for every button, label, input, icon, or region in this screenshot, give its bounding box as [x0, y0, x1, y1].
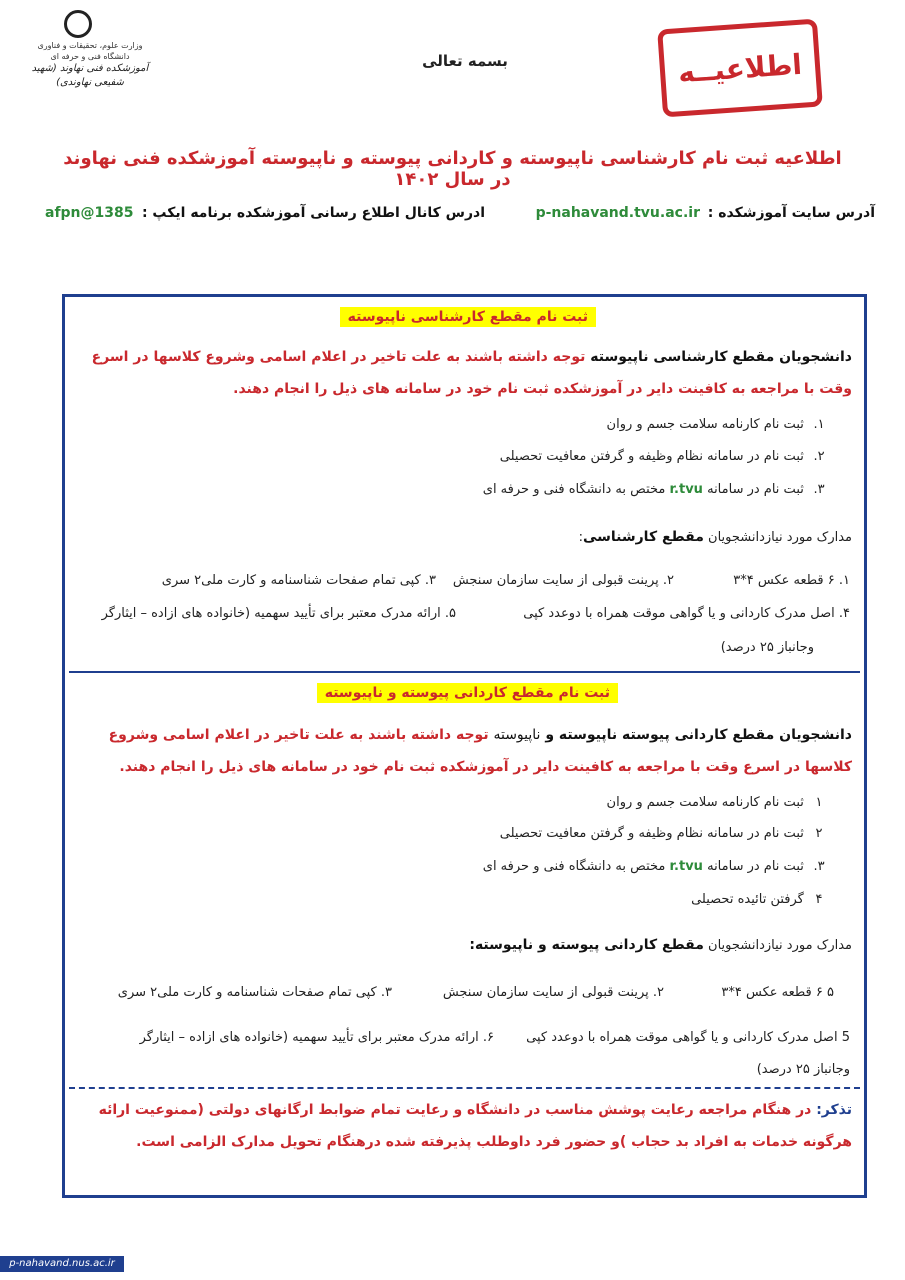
associate-doc-5: ۶. ارائه مدرک معتبر برای تأیید سهمیه (خانواده های ازاده – ایثارگر: [139, 1030, 494, 1045]
note-block: [75, 1094, 852, 1158]
site-url-link[interactable]: p-nahavand.tvu.ac.ir: [535, 205, 700, 221]
logo-line-school: آموزشکده فنی نهاوند (شهید شفیعی نهاوندی): [31, 63, 149, 88]
docs-label-b: مقطع کاردانی پیوسته و ناپیوسته:: [469, 937, 704, 953]
associate-doc-1: ۵ ۶ قطعه عکس ۴*۳: [721, 985, 834, 1000]
step-number: ۳.: [813, 482, 825, 497]
step-text: گرفتن تائیده تحصیلی: [691, 892, 804, 907]
logo-line-ministry: وزارت علوم، تحقیقات و فناوری: [37, 41, 143, 50]
footer-url[interactable]: p-nahavand.nus.ac.ir: [9, 1258, 115, 1269]
note-label: تذکر:: [816, 1102, 852, 1118]
bachelor-intro-c: توجه داشته باشند به علت تاخیر در اعلام اسامی وشروع کلاسها در اسرع وقت با مراجعه به کافینت دایر در آموزشکده ثبت نام خود در سامانه های ذیل را انجام دهند.: [91, 349, 852, 397]
institute-logo: [20, 10, 160, 110]
step-number: ۲: [815, 826, 823, 841]
bachelor-step-3: [483, 482, 830, 497]
note-text: در هنگام مراجعه رعایت پوشش مناسب در دانشگاه و رعایت تمام ضوابط ارگانهای دولتی (ممنوعیت ارائه هرگونه خدمات به افراد بد حجاب )و حضور فرد داوطلب پذیرفته شده درهنگام تحویل مدارک الزامی است.: [98, 1102, 852, 1150]
step-number: ۴: [815, 892, 823, 907]
associate-step-3: [483, 859, 830, 874]
basmala: بسمه تعالی: [422, 52, 508, 70]
docs-label-c: :: [578, 530, 583, 545]
associate-intro-d: ناپیوسته: [493, 727, 541, 743]
content-frame: [62, 294, 867, 1198]
note-divider: [69, 1087, 860, 1089]
step-text: ثبت نام در سامانه نظام وظیفه و گرفتن معافیت تحصیلی: [499, 449, 804, 464]
associate-intro-e: توجه داشته باشند به علت تاخیر در اعلام اسامی وشروع کلاسها در اسرع وقت با مراجعه به کافینت دایر در آموزشکده ثبت نام خود در سامانه های ذیل را انجام دهند.: [108, 727, 852, 775]
stamp-text: اطلاعیــه: [677, 47, 803, 89]
associate-intro-b: مقطع کاردانی پیوسته ناپیوسته: [558, 727, 775, 743]
bachelor-intro: [75, 341, 852, 405]
site-label: آدرس سایت آموزشکده :: [707, 205, 875, 221]
associate-doc-4: 5 اصل مدرک کاردانی و یا گواهی موقت همراه با دوعدد کپی: [526, 1030, 850, 1045]
associate-doc-3: ۳. کپی تمام صفحات شناسنامه و کارت ملی۲ سری: [117, 985, 392, 1000]
rtvu-link[interactable]: r.tvu: [669, 859, 703, 874]
channel-id: afpn@1385: [45, 205, 134, 221]
bachelor-doc-2: ۲. پرینت قبولی از سایت سازمان سنجش: [452, 573, 674, 588]
bachelor-step-1: [607, 417, 830, 432]
step-text-a: ثبت نام در سامانه: [707, 482, 804, 497]
step-text-a: ثبت نام در سامانه: [707, 859, 804, 874]
step-text-b: مختص به دانشگاه فنی و حرفه ای: [482, 482, 666, 497]
bachelor-section-title: ثبت نام مقطع کارشناسی ناپیوسته: [340, 307, 596, 327]
step-number: ۳.: [813, 859, 825, 874]
bachelor-doc-5: ۵. ارائه مدرک معتبر برای تأیید سهمیه (خانواده های ازاده – ایثارگر: [101, 606, 456, 621]
docs-label-b: مقطع کارشناسی: [582, 529, 704, 545]
associate-intro: [75, 719, 852, 783]
step-number: ۱.: [813, 417, 825, 432]
bachelor-doc-1: ۱. ۶ قطعه عکس ۴*۳: [733, 573, 850, 588]
address-row: [45, 205, 875, 229]
step-text: ثبت نام در سامانه نظام وظیفه و گرفتن معافیت تحصیلی: [499, 826, 804, 841]
associate-step-4: [691, 892, 830, 907]
bachelor-doc-4: ۴. اصل مدرک کاردانی و یا گواهی موقت همراه با دوعدد کپی: [523, 606, 850, 621]
associate-doc-6: وجانباز ۲۵ درصد): [756, 1062, 850, 1077]
bachelor-doc-6: وجانباز ۲۵ درصد): [720, 640, 814, 655]
page-title: اطلاعیه ثبت نام کارشناسی ناپیوسته و کاردانی پیوسته و ناپیوسته آموزشکده فنی نهاوند در سال ۱۴۰۲: [63, 148, 842, 190]
associate-step-1: [607, 795, 830, 810]
rtvu-link[interactable]: r.tvu: [669, 482, 703, 497]
announcement-stamp: [657, 19, 823, 118]
channel-label: ادرس کانال اطلاع رسانی آموزشکده برنامه ایکپ :: [141, 205, 485, 221]
logo-emblem-icon: [64, 10, 92, 38]
associate-section-title: ثبت نام مقطع کاردانی پیوسته و ناپیوسته: [317, 683, 618, 703]
docs-label-a: مدارک مورد نیازدانشجویان: [708, 530, 852, 545]
associate-doc-2: ۲. پرینت قبولی از سایت سازمان سنجش: [442, 985, 664, 1000]
associate-docs-label: [469, 937, 852, 953]
bachelor-intro-b: مقطع کارشناسی ناپیوسته: [590, 349, 775, 365]
associate-intro-a: دانشجویان: [779, 727, 852, 743]
step-text: ثبت نام کارنامه سلامت جسم و روان: [606, 417, 804, 432]
bachelor-doc-3: ۳. کپی تمام صفحات شناسنامه و کارت ملی۲ سری: [161, 573, 436, 588]
bachelor-intro-a: دانشجویان: [779, 349, 852, 365]
logo-line-university: دانشگاه فنی و حرفه ای: [50, 52, 130, 61]
step-text-b: مختص به دانشگاه فنی و حرفه ای: [482, 859, 666, 874]
step-text: ثبت نام کارنامه سلامت جسم و روان: [606, 795, 804, 810]
bachelor-step-2: [500, 449, 830, 464]
docs-label-a: مدارک مورد نیازدانشجویان: [708, 938, 852, 953]
footer-url-bar: [0, 1256, 124, 1272]
associate-step-2: [500, 826, 830, 841]
step-number: ۱: [815, 795, 823, 810]
bachelor-docs-label: [579, 529, 852, 545]
step-number: ۲.: [813, 449, 825, 464]
section-divider: [69, 671, 860, 673]
associate-intro-c: و: [545, 727, 555, 743]
